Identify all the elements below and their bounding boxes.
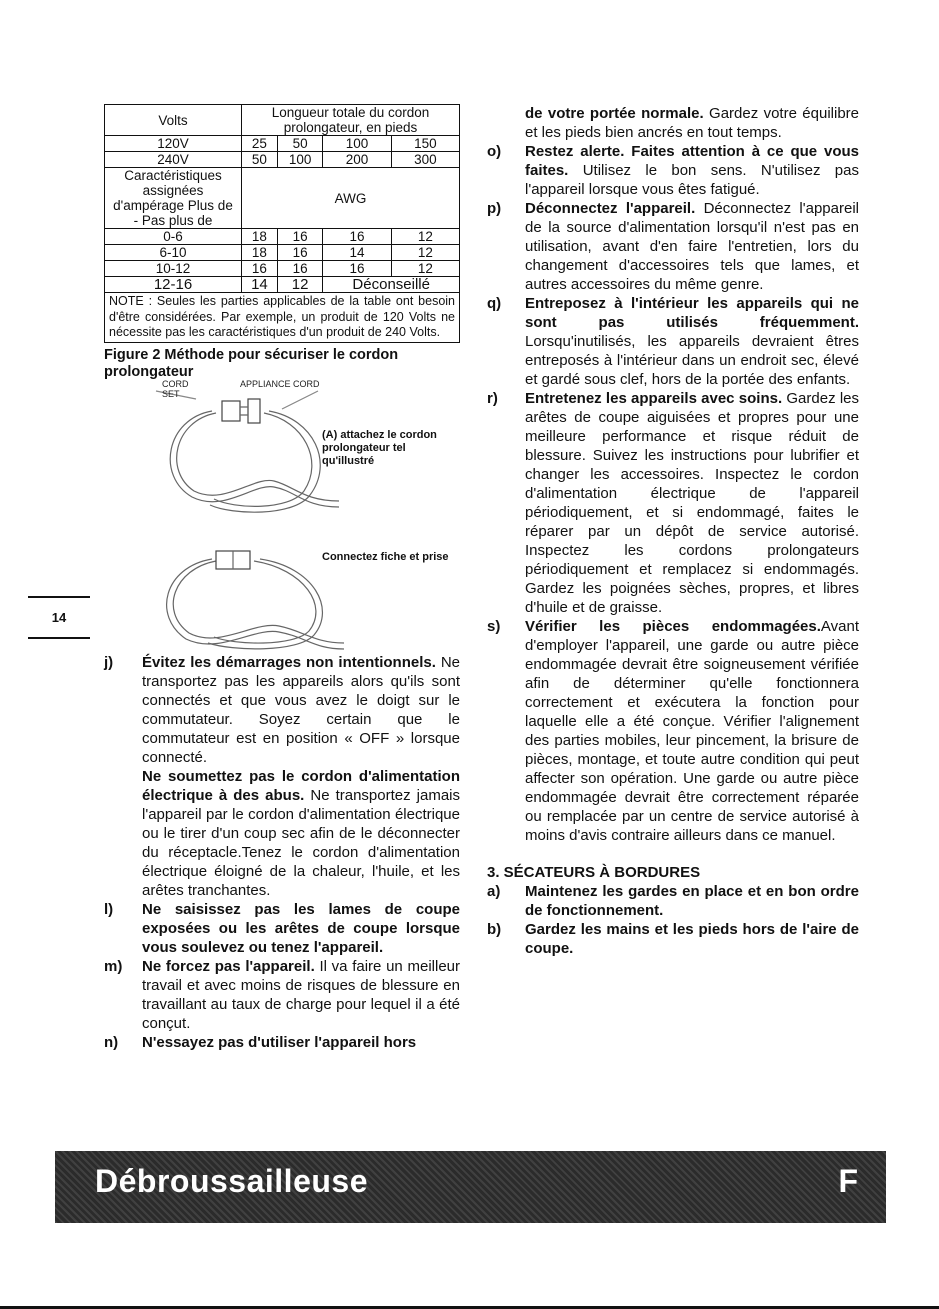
left-column xyxy=(104,104,460,1052)
page-number: 14 xyxy=(28,596,90,639)
table-row xyxy=(105,245,460,261)
table-row xyxy=(105,229,460,245)
table-note-row xyxy=(105,293,460,343)
table-row xyxy=(105,277,460,293)
table-cell: 100 xyxy=(323,136,391,152)
figure-label-b: Connectez fiche et prise xyxy=(322,550,449,563)
list-text: Il va faire un meilleur travail et avec moins de risques de blessure en travaillant au taux de charge pour lequel il a été conçut. xyxy=(142,957,460,1032)
list-item xyxy=(487,142,859,199)
list-bold: Déconnectez l'appareil. xyxy=(525,200,696,217)
list-bold: Restez alerte. Faites attention à ce que vous faites. xyxy=(525,143,859,179)
table-cell: 12 xyxy=(391,229,459,245)
table-cell: 16 xyxy=(277,229,323,245)
list-text: Ne transportez jamais l'appareil par le cordon d'alimentation électrique ou le tirer d'un coup sec afin de le déconnecter du réceptacle.Tenez le cordon d'alimentation électrique éloigné de la chaleur, l'huile, et les arêtes tranchantes. xyxy=(142,786,461,899)
volts-header: Volts xyxy=(105,105,242,136)
list-text: Utilisez le bon sens. N'utilisez pas l'appareil lorsque vous êtes fatigué. xyxy=(525,162,859,198)
table-cell: 240V xyxy=(105,152,242,168)
table-cell: 14 xyxy=(323,245,391,261)
list-text: Ne transportez pas les appareils alors qu'ils sont connectés et que vous avez le doigt sur le commutateur. Soyez certain que le commutateur est en position « OFF » lorsque connecté. xyxy=(142,653,460,766)
extension-cord-table xyxy=(104,104,460,343)
appliance-cord-label: APPLIANCE CORD xyxy=(240,378,320,389)
section-title: 3. SÉCATEURS À BORDURES xyxy=(487,864,701,881)
table-cell: 100 xyxy=(277,152,323,168)
table-cell: 50 xyxy=(242,152,278,168)
table-cell: 0-6 xyxy=(105,229,242,245)
list-text: Gardez les arêtes de coupe aiguisées et propres pour une meilleure performance et risque réduit de blessure. Suivez les instructions pour lubrifier et changer les accessoires. Inspectez le cordon d'alimentation électrique de l'appareil périodiquement, et si endommagé, faites le réparer par un dépôt de service autorisé. Inspectez les cordons prolongateurs périodiquement et remplacez si endommagés. Gardez les poignées sèches, propres, et libres d'huile et de graisse. xyxy=(525,390,859,616)
list-item xyxy=(487,104,859,142)
table-cell: 10-12 xyxy=(105,261,242,277)
footer-band xyxy=(55,1151,886,1223)
list-text: Gardez votre équilibre et les pieds bien ancrés en tout temps. xyxy=(525,105,859,141)
table-cell: 18 xyxy=(242,229,278,245)
list-bold: de votre portée normale. xyxy=(525,105,704,122)
list-letter: q) xyxy=(487,295,502,312)
list-item xyxy=(104,653,460,767)
amp-header: Caractéristiques assignées d'ampérage Plus de - Pas plus de xyxy=(105,168,242,229)
table-cell: 16 xyxy=(277,261,323,277)
table-cell: 16 xyxy=(277,245,323,261)
table-cell: 25 xyxy=(242,136,278,152)
list-item xyxy=(487,617,859,845)
length-header: Longueur totale du cordon prolongateur, en pieds xyxy=(242,105,460,136)
list-bold: Gardez les mains et les pieds hors de l'aire de coupe. xyxy=(525,921,859,957)
table-cell: 120V xyxy=(105,136,242,152)
table-row xyxy=(105,152,460,168)
right-column xyxy=(487,104,859,958)
list-letter: n) xyxy=(104,1033,119,1051)
list-bold: Ne saisissez pas les lames de coupe exposées ou les arêtes de coupe lorsque vous soulevez ou tenez l'appareil. xyxy=(142,900,460,956)
list-letter: s) xyxy=(487,618,501,635)
awg-header: AWG xyxy=(242,168,460,229)
list-letter: a) xyxy=(487,883,501,900)
table-cell: 12 xyxy=(277,277,323,293)
table-cell: 300 xyxy=(391,152,459,168)
table-row xyxy=(105,136,460,152)
list-letter: b) xyxy=(487,921,502,938)
list-item xyxy=(104,900,460,957)
list-bold: Ne forcez pas l'appareil. xyxy=(142,957,315,975)
table-cell: 50 xyxy=(277,136,323,152)
cord-diagram xyxy=(104,378,460,651)
table-row xyxy=(105,168,460,229)
table-row xyxy=(105,261,460,277)
list-bold: Maintenez les gardes en place et en bon ordre de fonctionnement. xyxy=(525,883,859,919)
list-item xyxy=(104,957,460,1033)
table-cell: 16 xyxy=(242,261,278,277)
list-letter: o) xyxy=(487,143,502,160)
table-cell: 16 xyxy=(323,229,391,245)
list-item xyxy=(487,294,859,389)
table-cell: Déconseillé xyxy=(323,277,460,293)
table-header-row xyxy=(105,105,460,136)
table-cell: 150 xyxy=(391,136,459,152)
list-item xyxy=(487,882,859,920)
list-letter: r) xyxy=(487,390,498,407)
list-item xyxy=(487,199,859,294)
footer-title: Débroussailleuse xyxy=(95,1163,368,1199)
list-bold: Ne soumettez pas le cordon d'alimentation électrique à des abus. xyxy=(142,767,460,804)
cord-set-label: CORD SET xyxy=(162,378,189,399)
list-item xyxy=(104,1033,460,1052)
list-text: Avant d'employer l'appareil, une garde ou autre pièce endommagée devrait être soigneusement vérifiée afin de déterminer qu'elle fonctionnera correctement et exécutera la fonction pour laquelle elle a été conçue. Vérifier l'alignement des parties mobiles, leur pincement, la brisure de pièces, montage, et toute autre condition qui peut affecter son opération. Une garde ou autre pièce endommagée devrait être correctement réparée ou remplacée par un centre de service autorisé à moins d'avis contraire ailleurs dans ce manuel. xyxy=(525,618,859,844)
table-cell: 12 xyxy=(391,261,459,277)
footer-language-letter: F xyxy=(838,1163,858,1199)
table-cell: 12-16 xyxy=(105,277,242,293)
table-note: NOTE : Seules les parties applicables de la table ont besoin d'être considérées. Par exemple, un produit de 120 Volts ne nécessite pas les caractéristiques d'un produit de 240 Volts. xyxy=(105,293,460,343)
list-letter: p) xyxy=(487,200,502,217)
table-cell: 6-10 xyxy=(105,245,242,261)
table-cell: 12 xyxy=(391,245,459,261)
list-bold: N'essayez pas d'utiliser l'appareil hors xyxy=(142,1033,417,1051)
list-letter: l) xyxy=(104,900,114,918)
list-item xyxy=(487,920,859,958)
cord-diagram-svg xyxy=(104,378,460,651)
table-cell: 16 xyxy=(323,261,391,277)
figure-title: Figure 2 Méthode pour sécuriser le cordon prolongateur xyxy=(104,346,399,380)
table-cell: 14 xyxy=(242,277,278,293)
list-bold: Entretenez les appareils avec soins. xyxy=(525,390,783,407)
list-letter: m) xyxy=(104,957,123,975)
list-bold: Vérifier les pièces endommagées. xyxy=(525,618,821,635)
list-text: Déconnectez l'appareil de la source d'alimentation lorsqu'il n'est pas en utilisation, avant d'en faire l'entretien, lors du changement d'accessoires tels que lames, et autres accessoires du même genre. xyxy=(525,200,859,293)
figure-label-a: (A) attachez le cordon prolongateur tel qu'illustré xyxy=(322,428,437,467)
list-bold: Entreposez à l'intérieur les appareils qui ne sont pas utilisés fréquemment. xyxy=(525,295,859,331)
list-item xyxy=(104,767,460,900)
list-item xyxy=(487,389,859,617)
list-letter: j) xyxy=(104,653,114,671)
table-cell: 200 xyxy=(323,152,391,168)
list-bold: Évitez les démarrages non intentionnels. xyxy=(142,653,436,671)
table-cell: 18 xyxy=(242,245,278,261)
list-text: Lorsqu'inutilisés, les appareils devraient êtres entreposés à l'intérieur dans un endroit sec, élevé et gardé sous clef, hors de la portée des enfants. xyxy=(525,333,859,388)
